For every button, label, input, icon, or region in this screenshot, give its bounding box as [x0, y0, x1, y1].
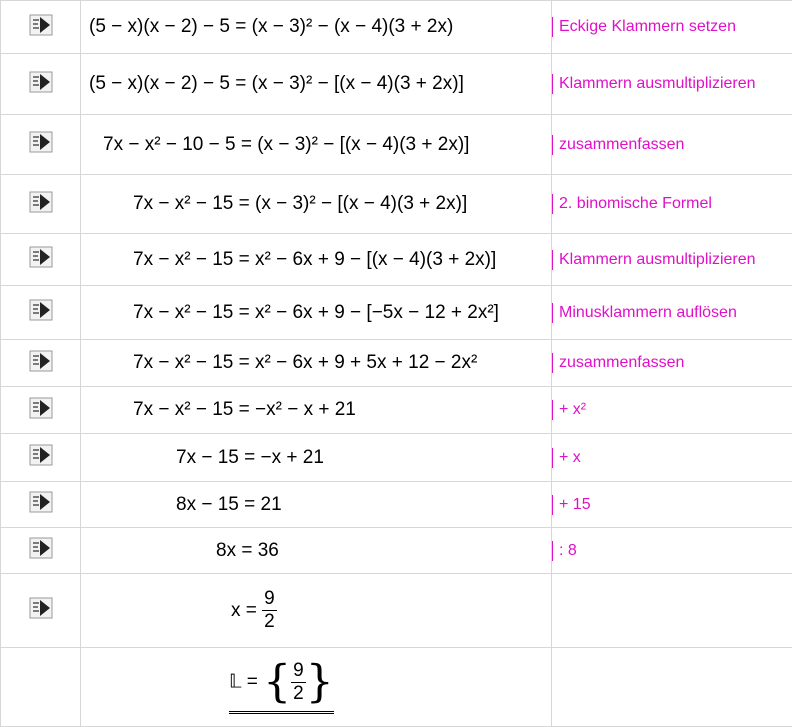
play-icon[interactable] — [29, 299, 53, 321]
table-row — [1, 574, 792, 648]
solution-var: x = — [231, 600, 257, 621]
play-icon[interactable] — [29, 397, 53, 419]
note-cell — [552, 54, 792, 115]
note: Klammern ausmultiplizieren — [555, 75, 756, 92]
note-cell — [552, 482, 792, 528]
note-bar — [552, 448, 553, 468]
equation: (5 − x)(x − 2) − 5 = (x − 3)² − [(x − 4)(3 + 2x)] — [81, 73, 464, 94]
equation-cell — [81, 482, 552, 528]
equation: 7x − x² − 15 = (x − 3)² − [(x − 4)(3 + 2x)] — [81, 193, 467, 214]
table-row — [1, 115, 792, 175]
solution-set-fraction: $\frac{9}{2}$ — [291, 660, 306, 705]
note-bar — [552, 194, 553, 214]
note-bar — [552, 17, 553, 37]
equation: 7x − 15 = −x + 21 — [81, 447, 324, 468]
equation-cell — [81, 387, 552, 434]
table-row — [1, 175, 792, 234]
play-icon[interactable] — [29, 491, 53, 513]
empty-cell — [552, 574, 792, 648]
note-bar — [552, 495, 553, 515]
equation-cell — [81, 234, 552, 286]
note: Klammern ausmultiplizieren — [555, 251, 756, 268]
table-row — [1, 434, 792, 482]
play-icon[interactable] — [29, 350, 53, 372]
play-cell[interactable] — [1, 234, 81, 286]
table-row — [1, 648, 792, 727]
note-cell — [552, 234, 792, 286]
table-row — [1, 54, 792, 115]
equation-cell — [81, 434, 552, 482]
note-bar — [552, 353, 553, 373]
note: zusammenfassen — [555, 354, 684, 371]
play-cell[interactable] — [1, 528, 81, 574]
note-bar — [552, 74, 553, 94]
note-cell — [552, 286, 792, 340]
empty-cell — [1, 648, 81, 727]
note-bar — [552, 250, 553, 270]
equation: 7x − x² − 15 = x² − 6x + 9 + 5x + 12 − 2x² — [81, 352, 477, 373]
play-cell[interactable] — [1, 175, 81, 234]
equation-cell — [81, 175, 552, 234]
equation: 8x = 36 — [81, 540, 279, 561]
table-row — [1, 482, 792, 528]
equation-cell — [81, 54, 552, 115]
empty-cell — [552, 648, 792, 727]
solution-set-cell: 𝕃 = { $\frac{9}{2}$ } — [81, 648, 552, 727]
play-cell[interactable] — [1, 434, 81, 482]
note-cell — [552, 115, 792, 175]
table-row — [1, 340, 792, 387]
note: 2. binomische Formel — [555, 195, 712, 212]
play-cell[interactable] — [1, 482, 81, 528]
play-icon[interactable] — [29, 444, 53, 466]
solution-fraction: $\frac{9}{2}$ — [262, 588, 277, 633]
equation-cell — [81, 340, 552, 387]
equation-cell — [81, 115, 552, 175]
play-icon[interactable] — [29, 246, 53, 268]
note-cell — [552, 528, 792, 574]
play-cell[interactable] — [1, 340, 81, 387]
play-cell[interactable] — [1, 286, 81, 340]
note: + x — [555, 449, 581, 466]
play-cell[interactable] — [1, 1, 81, 54]
play-cell[interactable] — [1, 115, 81, 175]
solution-cell — [81, 574, 552, 648]
play-icon[interactable] — [29, 131, 53, 153]
note-cell — [552, 175, 792, 234]
equation-cell — [81, 286, 552, 340]
note: zusammenfassen — [555, 136, 684, 153]
solution-set-symbol: 𝕃 = — [229, 672, 258, 693]
note-bar — [552, 135, 553, 155]
play-cell[interactable] — [1, 574, 81, 648]
play-icon[interactable] — [29, 71, 53, 93]
equation: (5 − x)(x − 2) − 5 = (x − 3)² − (x − 4)(3 + 2x) — [81, 16, 453, 37]
table-row — [1, 234, 792, 286]
play-icon[interactable] — [29, 537, 53, 559]
equation-cell — [81, 528, 552, 574]
play-icon[interactable] — [29, 597, 53, 619]
table-row — [1, 286, 792, 340]
play-icon[interactable] — [29, 191, 53, 213]
note: Eckige Klammern setzen — [555, 18, 736, 35]
note-cell — [552, 387, 792, 434]
play-cell[interactable] — [1, 54, 81, 115]
equation: 7x − x² − 10 − 5 = (x − 3)² − [(x − 4)(3 + 2x)] — [81, 134, 469, 155]
equation: 8x − 15 = 21 — [81, 494, 282, 515]
note-bar — [552, 400, 553, 420]
equation: 7x − x² − 15 = x² − 6x + 9 − [−5x − 12 + 2x²] — [81, 302, 499, 323]
table-row — [1, 1, 792, 54]
note: + 15 — [555, 496, 591, 513]
play-icon[interactable] — [29, 14, 53, 36]
note-cell — [552, 434, 792, 482]
equation: 7x − x² − 15 = −x² − x + 21 — [81, 399, 356, 420]
play-cell[interactable] — [1, 387, 81, 434]
note-cell — [552, 340, 792, 387]
note: Minusklammern auflösen — [555, 304, 737, 321]
note-bar — [552, 541, 553, 561]
note: + x² — [555, 401, 586, 418]
note-cell — [552, 1, 792, 54]
note-bar — [552, 303, 553, 323]
equation: 7x − x² − 15 = x² − 6x + 9 − [(x − 4)(3 + 2x)] — [81, 249, 496, 270]
table-row — [1, 528, 792, 574]
equation-cell — [81, 1, 552, 54]
note: : 8 — [555, 542, 577, 559]
table-row — [1, 387, 792, 434]
